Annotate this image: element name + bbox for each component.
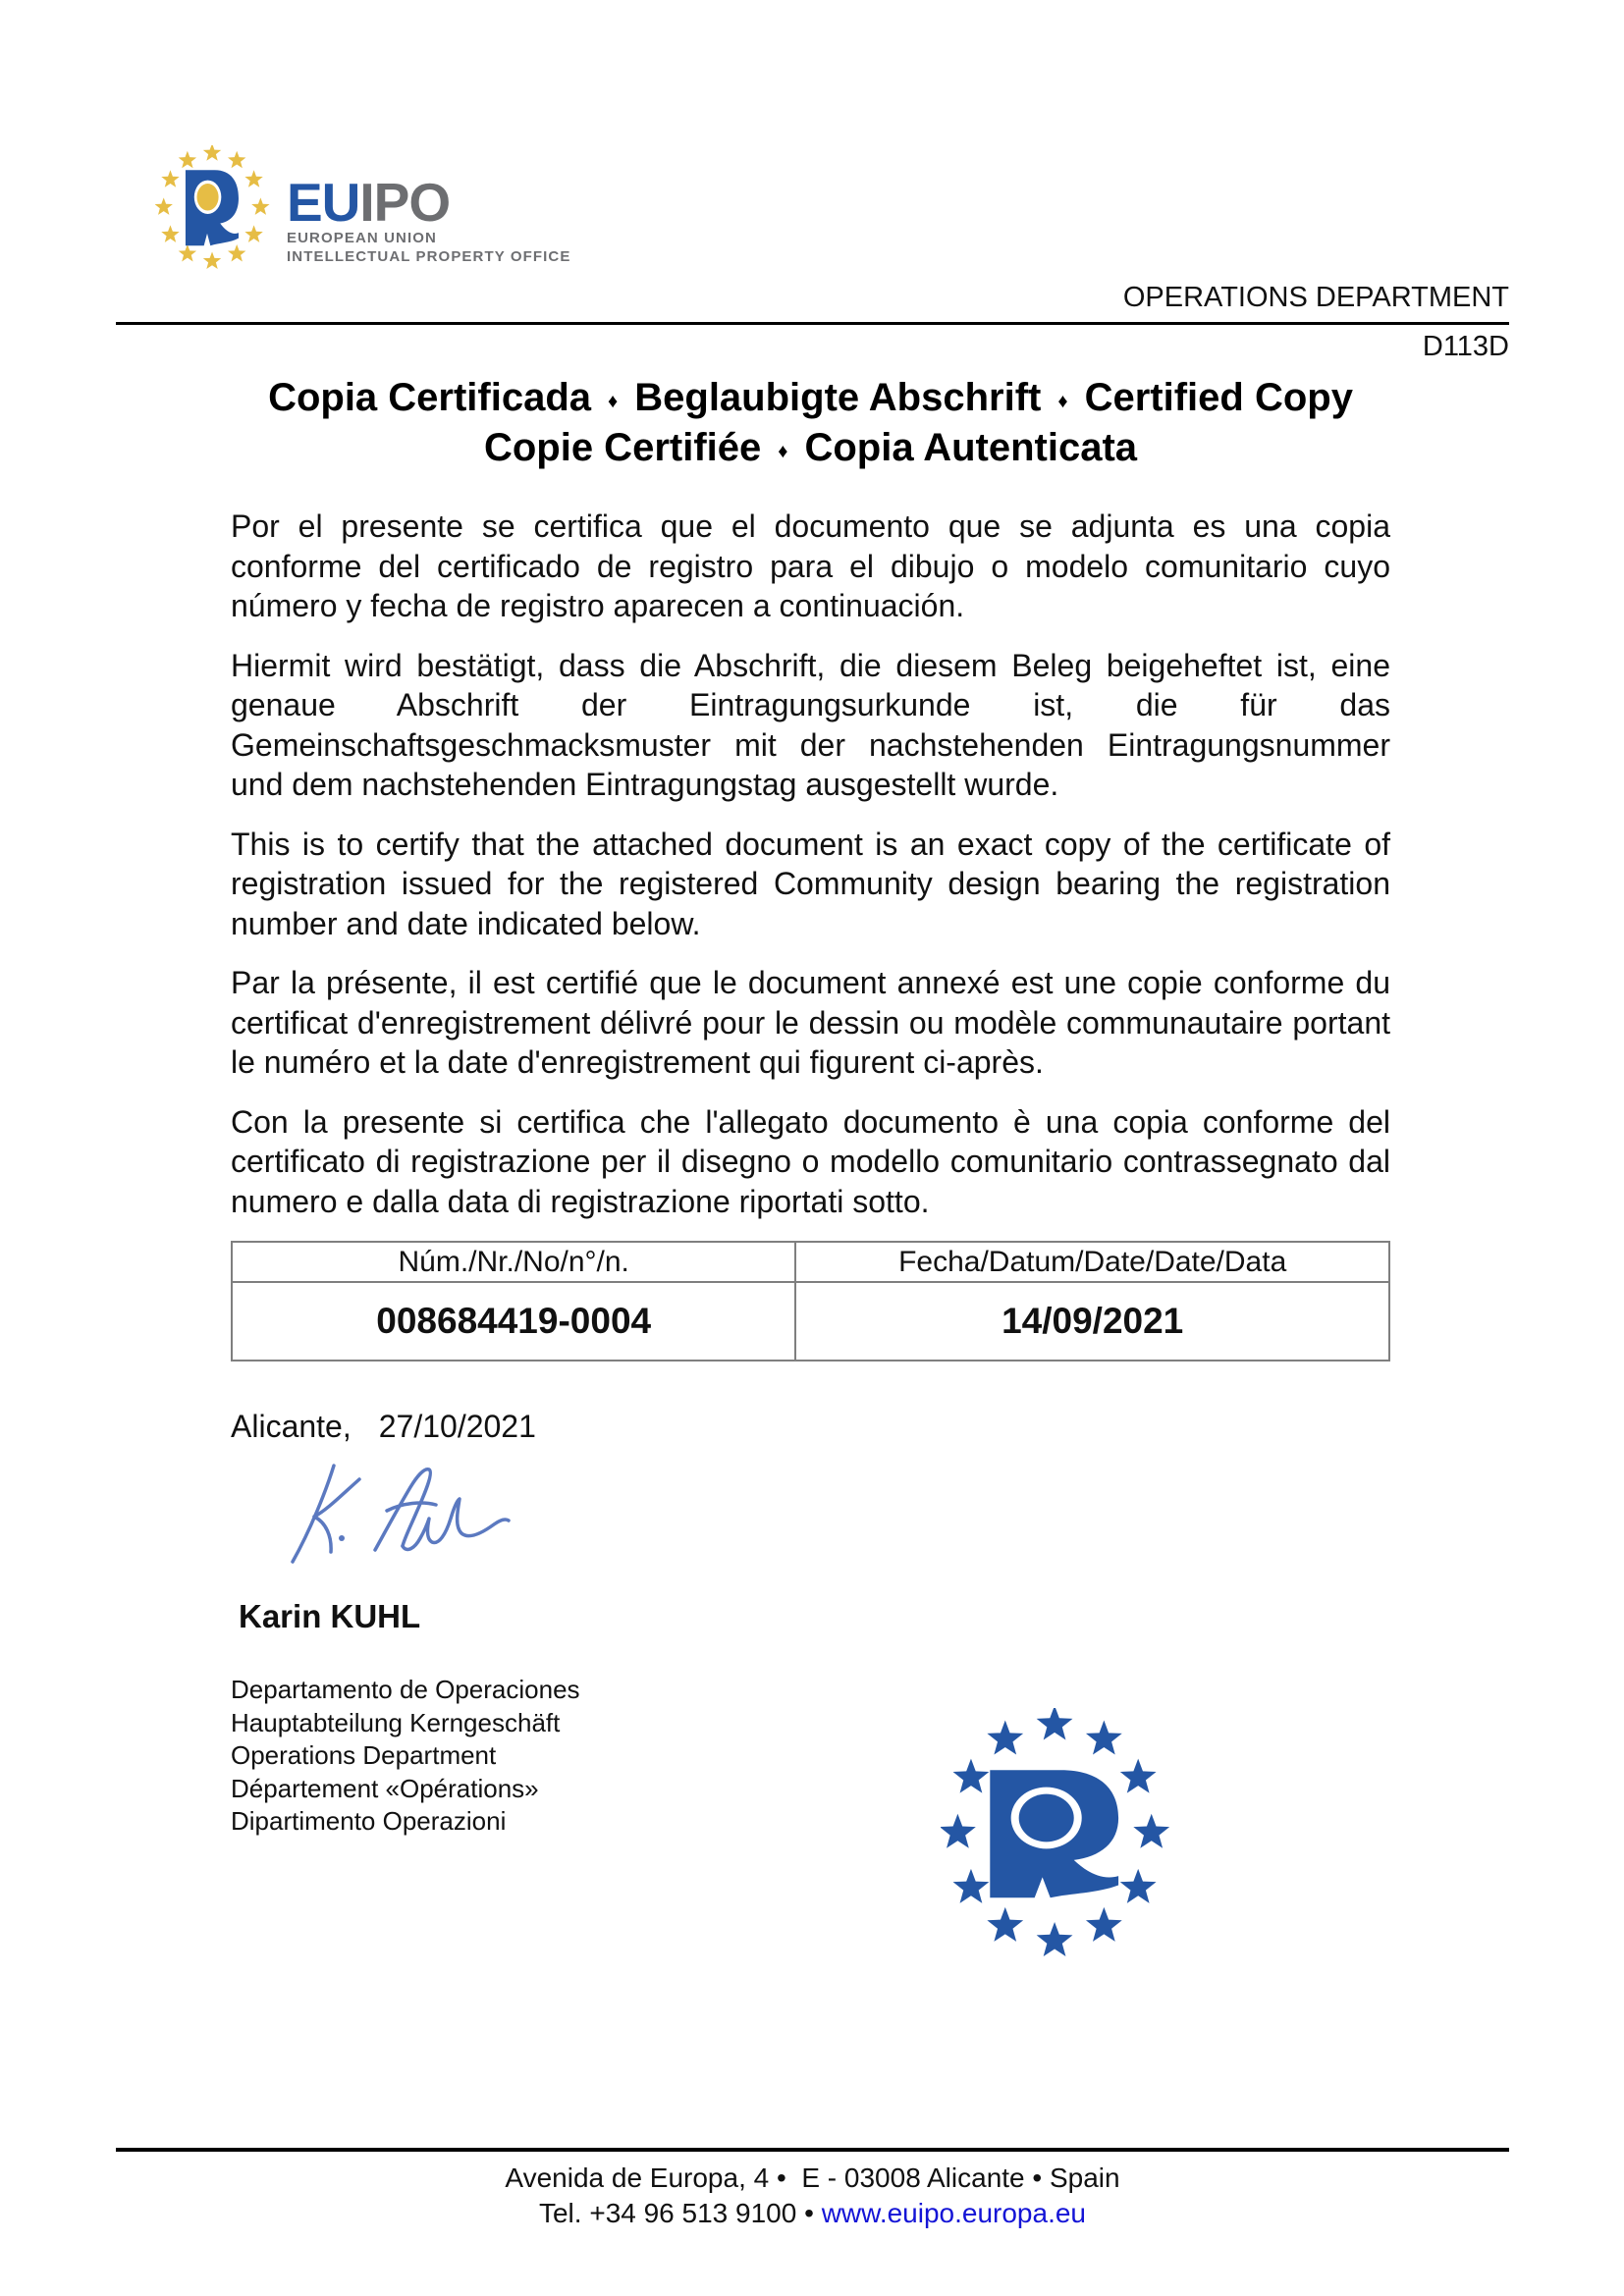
wordmark-eu: EU: [287, 172, 360, 233]
paragraph-es: Por el presente se certifica que el documento que se adjunta es una copia conforme del certificado de registro para el dibujo o modelo comunitario cuyo número y fecha de registro aparecen a continuación.: [231, 508, 1390, 623]
department-fr: Département «Opérations»: [231, 1773, 539, 1803]
table-header-date: Fecha/Datum/Date/Date/Data: [796, 1243, 1388, 1283]
footer-website-link[interactable]: www.euipo.europa.eu: [821, 2198, 1086, 2228]
document-title: [231, 375, 1390, 475]
registration-number: 008684419-0004: [233, 1283, 796, 1360]
title-fr: Copie Certifiée: [483, 426, 762, 469]
paragraph-it: Con la presente si certifica che l'allegato documento è una copia conforme del certificato di registrazione per il disegno o modello comunitario contrassegnato dal numero e dalla data di registrazione riportati sotto.: [231, 1103, 1390, 1219]
title-row-2: [231, 425, 1390, 475]
diamond-separator-icon: ♦: [778, 441, 788, 462]
registration-table: [231, 1241, 1390, 1362]
paragraph-en: This is to certify that the attached document is an exact copy of the certificate of registration issued for the registered Community design bearing the registration number and date indicated below.: [231, 826, 1390, 941]
table-header-number: Núm./Nr./No/n°/n.: [233, 1243, 796, 1283]
signatory-name: Karin KUHL: [239, 1598, 421, 1634]
rcd-seal-icon: [941, 1708, 1172, 1961]
wordmark-ipo: IPO: [359, 172, 451, 233]
title-row-1: [231, 375, 1390, 425]
title-en: Certified Copy: [1084, 376, 1353, 419]
diamond-separator-icon: ♦: [1057, 391, 1068, 412]
diamond-separator-icon: ♦: [608, 391, 619, 412]
header-rule: [116, 322, 1509, 325]
department-en: Operations Department: [231, 1740, 497, 1770]
department-it: Dipartimento Operazioni: [231, 1806, 507, 1836]
operations-department-label: OPERATIONS DEPARTMENT: [1122, 282, 1509, 313]
title-de: Beglaubigte Abschrift: [634, 376, 1042, 419]
form-code: D113D: [1422, 331, 1509, 362]
euipo-wordmark: [287, 172, 571, 266]
eu-stars-registered-design-icon: [155, 145, 271, 271]
wordmark-subtitle-2: INTELLECTUAL PROPERTY OFFICE: [287, 248, 571, 265]
title-es: Copia Certificada: [268, 376, 592, 419]
issue-place: Alicante,: [231, 1409, 352, 1444]
registration-date: 14/09/2021: [1001, 1301, 1184, 1341]
department-es: Departamento de Operaciones: [231, 1675, 580, 1704]
paragraph-de: Hiermit wird bestätigt, dass die Abschrift, die diesem Beleg beigeheftet ist, eine genaue Abschrift der Eintragungsurkunde ist, die für das Gemeinschaftsgeschmacksmuster mit der nachstehenden Eintragungsnummer und dem nachstehenden Eintragungstag ausgestellt wurde.: [231, 647, 1390, 802]
title-it: Copia Autenticata: [804, 426, 1138, 469]
footer-bullet: •: [804, 2198, 814, 2228]
department-de: Hauptabteilung Kerngeschäft: [231, 1707, 561, 1737]
handwritten-signature: [277, 1456, 522, 1574]
wordmark-subtitle-1: EUROPEAN UNION: [287, 230, 437, 246]
footer-contact: [116, 2196, 1509, 2231]
footer: [116, 2148, 1509, 2231]
issue-place-date: [231, 1407, 1390, 1446]
issue-date: 27/10/2021: [378, 1409, 536, 1444]
certification-paragraphs: [231, 507, 1390, 1221]
department-list: [231, 1674, 1624, 1839]
paragraph-fr: Par la présente, il est certifié que le document annexé est une copie conforme du certificat d'enregistrement délivré pour le dessin ou modèle communautaire portant le numéro et la date d'enregistrement qui figurent ci-après.: [231, 965, 1390, 1080]
wordmark-text: [287, 172, 570, 233]
euipo-logo: [155, 145, 1509, 275]
footer-tel: Tel. +34 96 513 9100: [538, 2198, 797, 2228]
footer-address: Avenida de Europa, 4 • E - 03008 Alicante • Spain: [505, 2163, 1120, 2193]
